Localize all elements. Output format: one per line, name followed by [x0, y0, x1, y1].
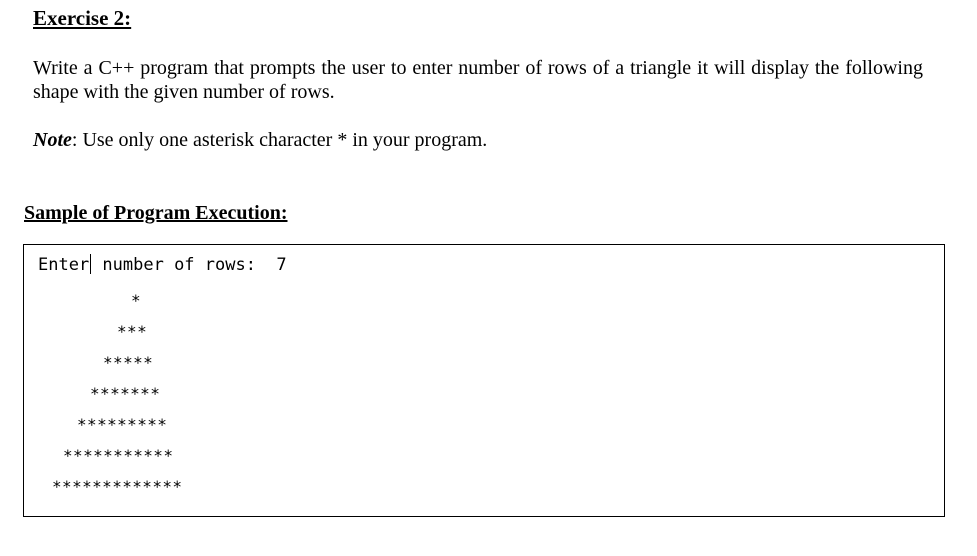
triangle-row-4: *******: [90, 384, 161, 403]
triangle-row-3: *****: [103, 353, 154, 372]
console-prompt-line: [38, 254, 287, 275]
triangle-row-2: ***: [117, 322, 148, 341]
exercise-instructions: Write a C++ program that prompts the user to enter number of rows of a triangle it will display the following shape with the given number of rows.: [33, 57, 923, 103]
note-label: Note: [33, 129, 72, 151]
triangle-row-7: *************: [52, 477, 183, 496]
console-input-value: 7: [276, 255, 287, 275]
exercise-heading: Exercise 2:: [33, 6, 132, 30]
note-text: : Use only one asterisk character * in your program.: [71, 129, 488, 151]
triangle-row-5: *********: [77, 415, 168, 434]
console-prompt-start: Enter: [38, 255, 90, 275]
sample-execution-heading: Sample of Program Execution:: [24, 202, 288, 224]
console-prompt-rest: number of rows:: [92, 255, 277, 275]
console-output-box: [23, 244, 945, 517]
triangle-row-6: ***********: [63, 446, 174, 465]
exercise-note: [33, 128, 923, 152]
triangle-row-1: *: [131, 291, 142, 310]
